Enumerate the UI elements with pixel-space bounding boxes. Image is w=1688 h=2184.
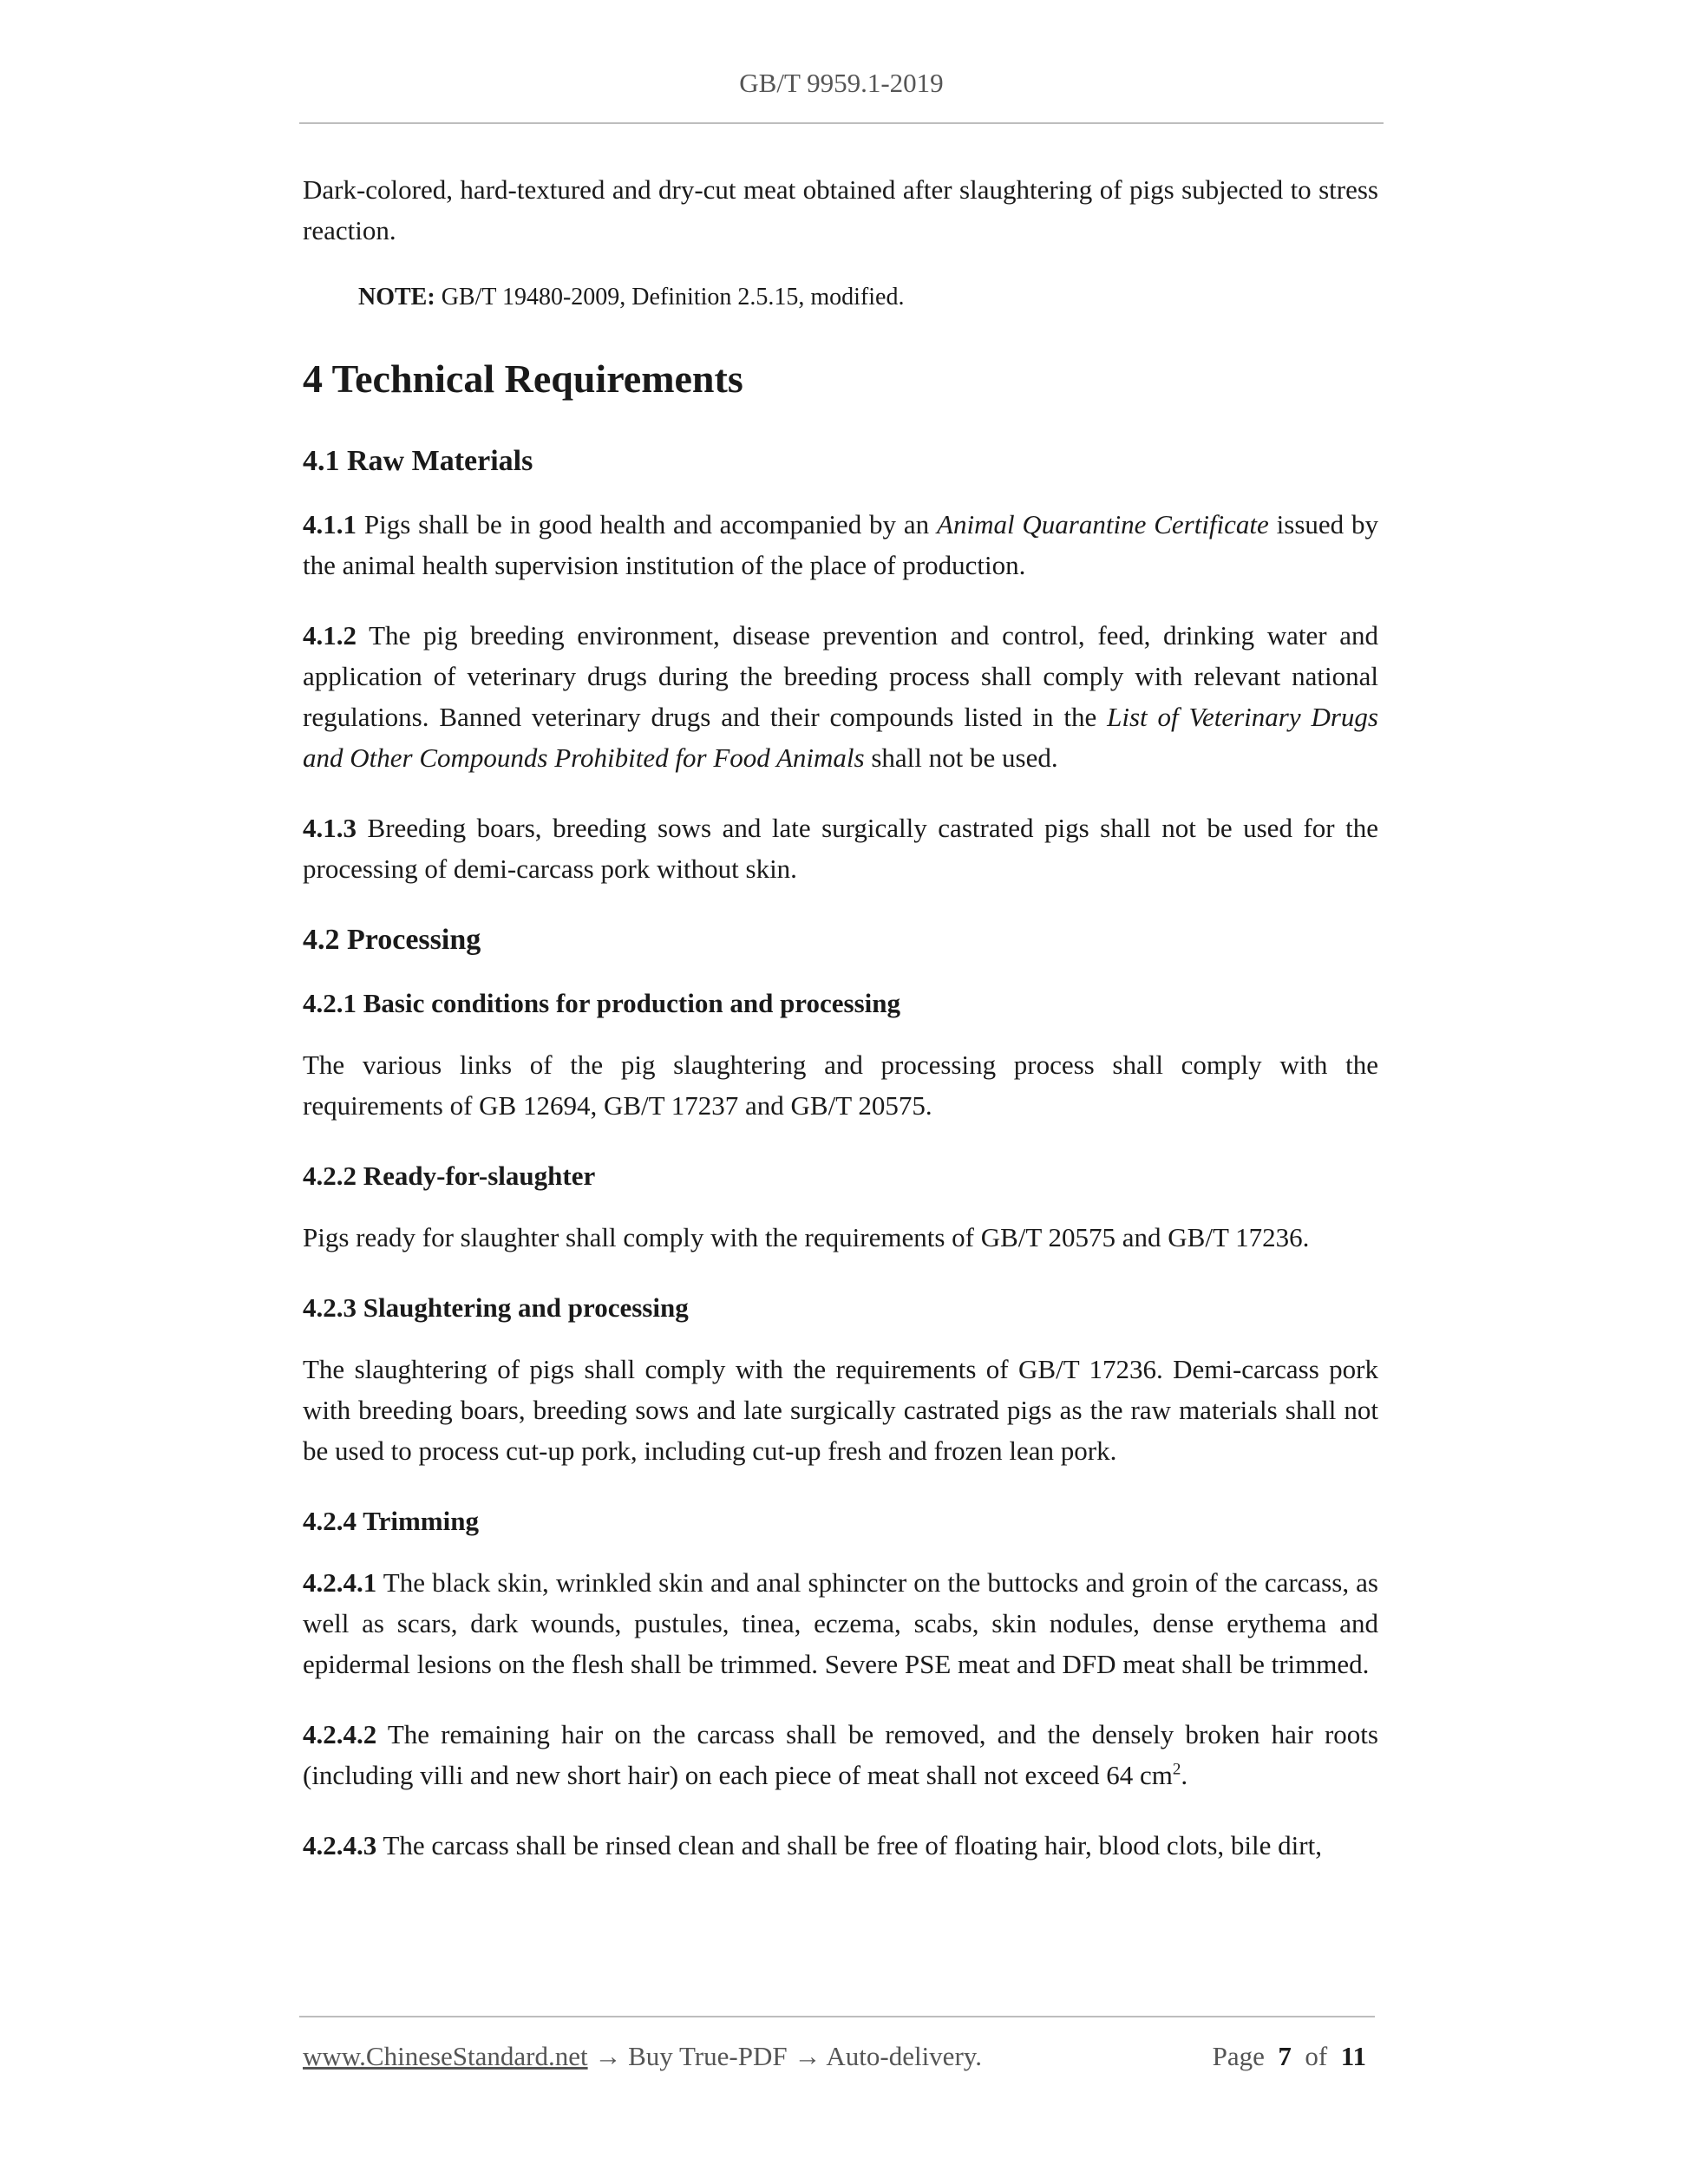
clause-number: 4.1.1: [303, 509, 357, 539]
paragraph-4-2-1: The various links of the pig slaughtering and processing process shall comply with the requirements of GB 12694, GB/T 17237 and GB/T 20575.: [303, 1049, 1378, 1121]
page-footer: [303, 2041, 1375, 2072]
page-label: Page: [1212, 2041, 1265, 2071]
clause-number: 4.2.4.1: [303, 1567, 377, 1598]
clause-number: 4.2.4.3: [303, 1830, 377, 1860]
clause-italic-title: List of Veterinary Drugs and Other Compounds Prohibited for Food Animals: [303, 702, 1378, 773]
clause-number: 4.1.2: [303, 620, 357, 651]
section-heading-4: 4 Technical Requirements: [303, 356, 743, 401]
footer-divider: [299, 2016, 1375, 2017]
clause-text: The carcass shall be rinsed clean and shall be free of floating hair, blood clots, bile dirt,: [376, 1830, 1322, 1860]
clause-text: The black skin, wrinkled skin and anal sphincter on the buttocks and groin of the carcass, as well as scars, dark wounds, pustules, tinea, eczema, scabs, skin nodules, dense erythema and epidermal lesions on the flesh shall be trimmed. Severe PSE meat and DFD meat shall be trimmed.: [303, 1567, 1378, 1679]
superscript: 2: [1172, 1760, 1181, 1779]
note: [358, 280, 1378, 315]
clause-italic-title: Animal Quarantine Certificate: [937, 509, 1269, 539]
section-heading-4-2: 4.2 Processing: [303, 924, 481, 956]
clause-text: Pigs shall be in good health and accompanied by an: [357, 509, 938, 539]
clause-number: 4.1.3: [303, 813, 357, 843]
clause-4-2-4-1: [303, 1562, 1378, 1684]
clause-4-2-4-3: [303, 1825, 1378, 1866]
clause-4-2-4-2: [303, 1714, 1378, 1795]
total-pages: 11: [1340, 2041, 1366, 2071]
page-content: [303, 169, 1378, 1895]
page-indicator: [1213, 2041, 1366, 2072]
paragraph-4-2-2: Pigs ready for slaughter shall comply with the requirements of GB/T 20575 and GB/T 17236.: [303, 1222, 1310, 1252]
of-label: of: [1305, 2041, 1328, 2071]
section-heading-4-2-4: 4.2.4 Trimming: [303, 1506, 479, 1536]
section-heading-4-2-3: 4.2.3 Slaughtering and processing: [303, 1292, 689, 1323]
clause-number: 4.2.4.2: [303, 1719, 377, 1749]
clause-text: Breeding boars, breeding sows and late surgically castrated pigs shall not be used for the processing of demi-carcass pork without skin.: [303, 813, 1378, 884]
clause-text: shall not be used.: [864, 742, 1058, 773]
clause-4-1-3: [303, 808, 1378, 889]
clause-text: .: [1181, 1760, 1188, 1790]
note-text: GB/T 19480-2009, Definition 2.5.15, modified.: [435, 284, 905, 311]
note-label: NOTE:: [358, 284, 435, 311]
clause-4-1-1: [303, 504, 1378, 585]
clause-text: The pig breeding environment, disease prevention and control, feed, drinking water and application of veterinary drugs during the breeding process shall comply with relevant national regulations. Banned veterinary drugs and their compounds listed in the: [303, 620, 1378, 732]
clause-4-1-2: [303, 615, 1378, 778]
website-link[interactable]: www.ChineseStandard.net: [303, 2041, 588, 2071]
section-heading-4-1: 4.1 Raw Materials: [303, 445, 533, 477]
page-number: 7: [1278, 2041, 1292, 2071]
clause-text: issued by the animal health supervision institution of the place of production.: [303, 509, 1379, 580]
clause-text: The remaining hair on the carcass shall be removed, and the densely broken hair roots (including villi and new short hair) on each piece of meat shall not exceed 64 cm: [303, 1719, 1378, 1790]
header-divider: [299, 122, 1384, 124]
section-heading-4-2-2: 4.2.2 Ready-for-slaughter: [303, 1161, 596, 1191]
section-heading-4-2-1: 4.2.1 Basic conditions for production and processing: [303, 988, 901, 1018]
paragraph-4-2-3: The slaughtering of pigs shall comply with the requirements of GB/T 17236. Demi-carcass pork with breeding boars, breeding sows and late surgically castrated pigs as the raw materials shall not be used to process cut-up pork, including cut-up fresh and frozen lean pork.: [303, 1354, 1378, 1466]
paragraph-intro: Dark-colored, hard-textured and dry-cut meat obtained after slaughtering of pigs subjected to stress reaction.: [303, 174, 1378, 245]
page-header: GB/T 9959.1-2019: [739, 68, 944, 98]
footer-text: → Buy True-PDF → Auto-delivery.: [587, 2041, 982, 2071]
